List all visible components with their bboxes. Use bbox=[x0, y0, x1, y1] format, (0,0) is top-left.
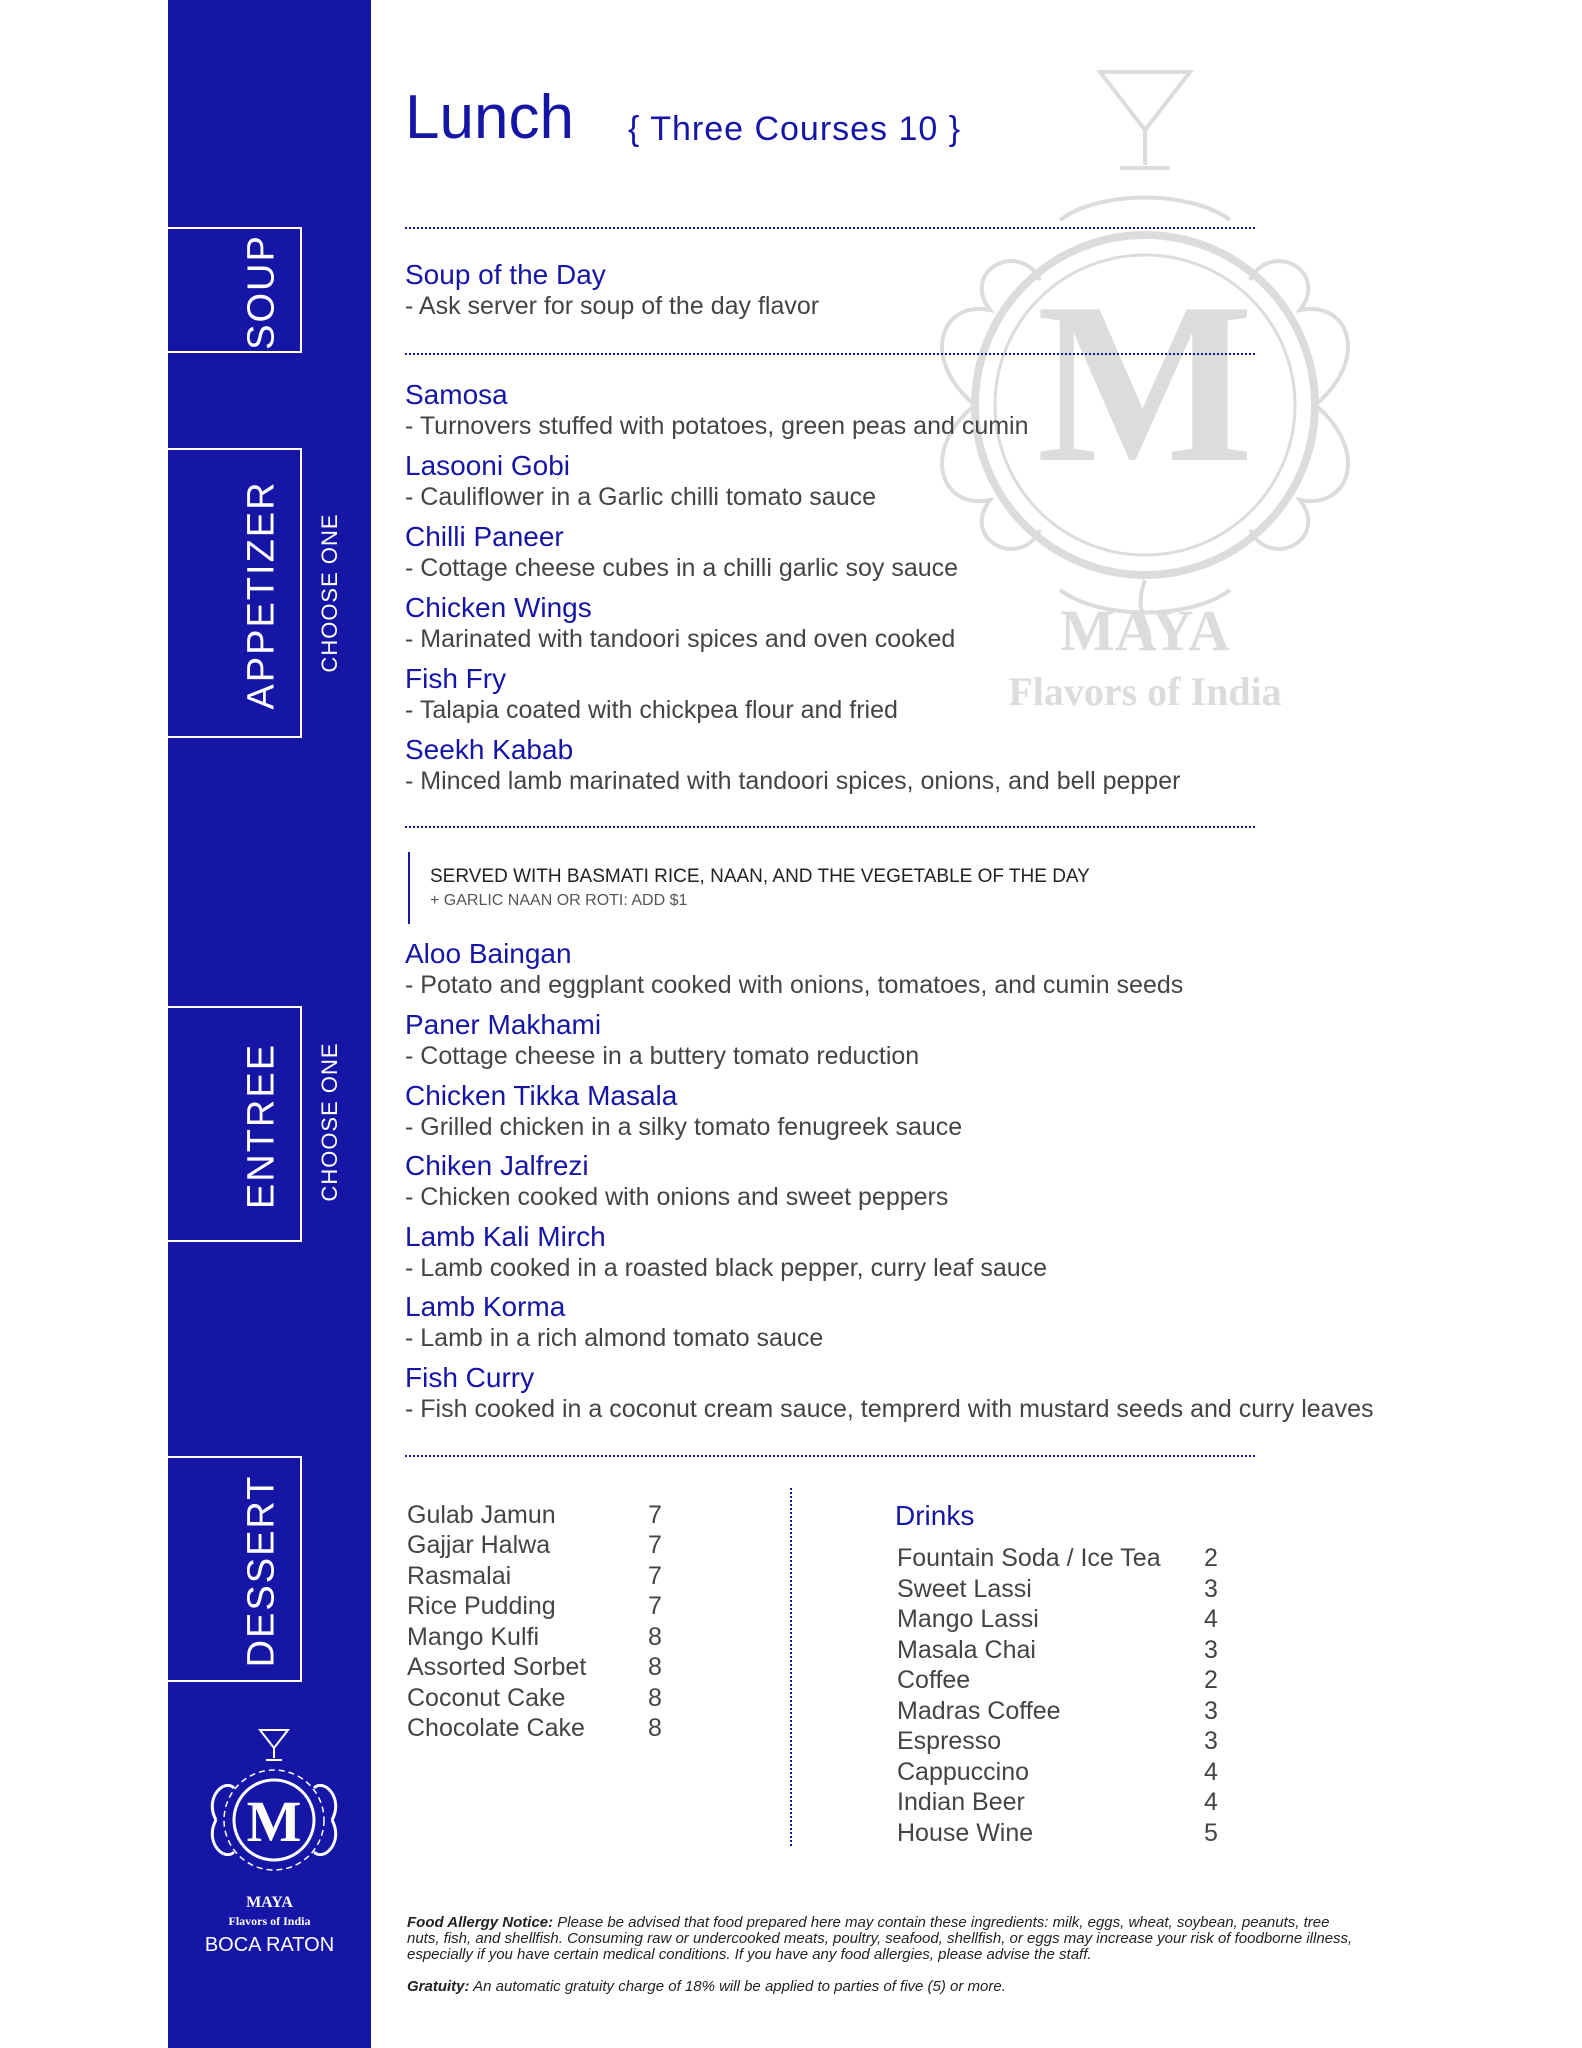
dessert-price: 8 bbox=[648, 1684, 662, 1712]
drink-name: Espresso bbox=[897, 1727, 1002, 1755]
entree-desc: - Chicken cooked with onions and sweet peppers bbox=[405, 1183, 949, 1211]
drink-price: 2 bbox=[1204, 1666, 1218, 1694]
drink-name: Indian Beer bbox=[897, 1788, 1025, 1816]
gratuity-text: An automatic gratuity charge of 18% will be applied to parties of five (5) or more. bbox=[469, 1978, 1006, 1995]
drink-price: 4 bbox=[1204, 1605, 1218, 1633]
entree-desc: - Lamb cooked in a roasted black pepper, curry leaf sauce bbox=[405, 1254, 1048, 1282]
drink-price: 4 bbox=[1204, 1788, 1218, 1816]
watermark-tagline: Flavors of India bbox=[1008, 669, 1282, 714]
dessert-price: 7 bbox=[648, 1592, 662, 1620]
section-box-entree bbox=[168, 1006, 302, 1242]
drink-price: 3 bbox=[1204, 1575, 1218, 1603]
drink-name: House Wine bbox=[897, 1819, 1034, 1847]
column-divider bbox=[790, 1488, 792, 1846]
appetizer-name: Chicken Wings bbox=[405, 592, 592, 623]
drink-name: Cappuccino bbox=[897, 1758, 1030, 1786]
entree-desc: - Grilled chicken in a silky tomato fenugreek sauce bbox=[405, 1113, 963, 1141]
drink-name: Madras Coffee bbox=[897, 1697, 1061, 1725]
appetizer-name: Samosa bbox=[405, 379, 508, 410]
appetizer-name: Chilli Paneer bbox=[405, 521, 564, 552]
sidebar-brand: MAYA bbox=[246, 1894, 293, 1911]
allergy-notice bbox=[407, 1915, 1357, 1963]
appetizer-desc: - Minced lamb marinated with tandoori spices, onions, and bell pepper bbox=[405, 767, 1181, 795]
allergy-text: Please be advised that food prepared here may contain these ingredients: milk, eggs, wheat, soybean, peanuts, tree nuts, fish, and shellfish. Consuming raw or undercooked meats, poultry, seafood, shellfish, or eggs may increase your risk of foodborne illness, especially if you have certain medical conditions. If you have any food allergies, please advise the staff. bbox=[407, 1914, 1353, 1963]
drink-price: 3 bbox=[1204, 1727, 1218, 1755]
drink-price: 3 bbox=[1204, 1697, 1218, 1725]
appetizer-desc: - Turnovers stuffed with potatoes, green peas and cumin bbox=[405, 412, 1029, 440]
dessert-price: 7 bbox=[648, 1562, 662, 1590]
drink-name: Sweet Lassi bbox=[897, 1575, 1032, 1603]
section-label-entree: ENTREE bbox=[240, 1042, 283, 1210]
page-title: Lunch bbox=[405, 83, 574, 152]
entree-name: Fish Curry bbox=[405, 1362, 535, 1393]
entree-desc: - Fish cooked in a coconut cream sauce, temprerd with mustard seeds and curry leaves bbox=[405, 1395, 1374, 1423]
drink-price: 3 bbox=[1204, 1636, 1218, 1664]
logo-letter: M bbox=[246, 1789, 302, 1854]
section-box-soup bbox=[168, 227, 302, 353]
watermark-brand: MAYA bbox=[1060, 598, 1230, 663]
allergy-label: Food Allergy Notice: bbox=[407, 1914, 554, 1931]
entree-name: Lamb Kali Mirch bbox=[405, 1221, 606, 1252]
entree-name: Paner Makhami bbox=[405, 1009, 602, 1040]
dessert-price: 8 bbox=[648, 1714, 662, 1742]
entree-name: Lamb Korma bbox=[405, 1291, 566, 1322]
gratuity-notice bbox=[407, 1979, 1357, 1995]
drink-price: 5 bbox=[1204, 1819, 1218, 1847]
entree-desc: - Cottage cheese in a buttery tomato reduction bbox=[405, 1042, 920, 1070]
dessert-name: Gajjar Halwa bbox=[407, 1531, 551, 1559]
appetizer-desc: - Marinated with tandoori spices and oven cooked bbox=[405, 625, 956, 653]
drink-name: Fountain Soda / Ice Tea bbox=[897, 1544, 1161, 1572]
entree-note-main: SERVED WITH BASMATI RICE, NAAN, AND THE VEGETABLE OF THE DAY bbox=[430, 866, 1090, 887]
entree-name: Chicken Tikka Masala bbox=[405, 1080, 678, 1111]
drink-price: 2 bbox=[1204, 1544, 1218, 1572]
sidebar-tagline: Flavors of India bbox=[228, 1914, 311, 1928]
entree-desc: - Lamb in a rich almond tomato sauce bbox=[405, 1324, 824, 1352]
entree-note-sub: + GARLIC NAAN OR ROTI: ADD $1 bbox=[430, 892, 688, 909]
dessert-name: Mango Kulfi bbox=[407, 1623, 540, 1651]
drink-name: Mango Lassi bbox=[897, 1605, 1039, 1633]
drinks-title: Drinks bbox=[895, 1500, 975, 1531]
dessert-price: 7 bbox=[648, 1501, 662, 1529]
watermark-letter: M bbox=[1036, 255, 1254, 510]
sidebar-location: BOCA RATON bbox=[204, 1934, 335, 1956]
divider bbox=[405, 1455, 1255, 1457]
gratuity-label: Gratuity: bbox=[407, 1978, 470, 1995]
soup-name: Soup of the Day bbox=[405, 259, 606, 290]
drink-name: Masala Chai bbox=[897, 1636, 1036, 1664]
drink-name: Coffee bbox=[897, 1666, 971, 1694]
appetizer-name: Lasooni Gobi bbox=[405, 450, 571, 481]
drink-price: 4 bbox=[1204, 1758, 1218, 1786]
appetizer-desc: - Cottage cheese cubes in a chilli garlic soy sauce bbox=[405, 554, 959, 582]
dessert-name: Coconut Cake bbox=[407, 1684, 566, 1712]
dessert-name: Assorted Sorbet bbox=[407, 1653, 587, 1681]
section-label-appetizer: APPETIZER bbox=[240, 480, 283, 710]
sidebar bbox=[168, 0, 371, 2048]
appetizer-desc: - Talapia coated with chickpea flour and fried bbox=[405, 696, 898, 724]
divider bbox=[405, 826, 1255, 828]
divider bbox=[405, 353, 1255, 355]
divider bbox=[405, 227, 1255, 229]
soup-desc: - Ask server for soup of the day flavor bbox=[405, 292, 820, 320]
appetizer-name: Seekh Kabab bbox=[405, 734, 574, 765]
section-label-dessert: DESSERT bbox=[240, 1474, 283, 1668]
dessert-price: 8 bbox=[648, 1623, 662, 1651]
appetizer-desc: - Cauliflower in a Garlic chilli tomato sauce bbox=[405, 483, 877, 511]
dessert-price: 8 bbox=[648, 1653, 662, 1681]
maya-logo-icon bbox=[204, 1728, 344, 1898]
appetizer-name: Fish Fry bbox=[405, 663, 507, 694]
section-box-appetizer bbox=[168, 448, 302, 738]
entree-name: Aloo Baingan bbox=[405, 938, 572, 969]
dessert-name: Gulab Jamun bbox=[407, 1501, 556, 1529]
maya-watermark-icon bbox=[900, 60, 1390, 740]
entree-desc: - Potato and eggplant cooked with onions, tomatoes, and cumin seeds bbox=[405, 971, 1184, 999]
section-label-soup: SOUP bbox=[240, 234, 283, 350]
dessert-name: Rasmalai bbox=[407, 1562, 512, 1590]
entree-name: Chiken Jalfrezi bbox=[405, 1150, 589, 1181]
section-sub-appetizer: CHOOSE ONE bbox=[317, 513, 342, 673]
dessert-name: Chocolate Cake bbox=[407, 1714, 585, 1742]
entree-note bbox=[408, 852, 1090, 924]
dessert-price: 7 bbox=[648, 1531, 662, 1559]
page-subtitle: { Three Courses 10 } bbox=[628, 110, 962, 148]
dessert-name: Rice Pudding bbox=[407, 1592, 556, 1620]
section-sub-entree: CHOOSE ONE bbox=[317, 1042, 342, 1202]
section-box-dessert bbox=[168, 1456, 302, 1682]
